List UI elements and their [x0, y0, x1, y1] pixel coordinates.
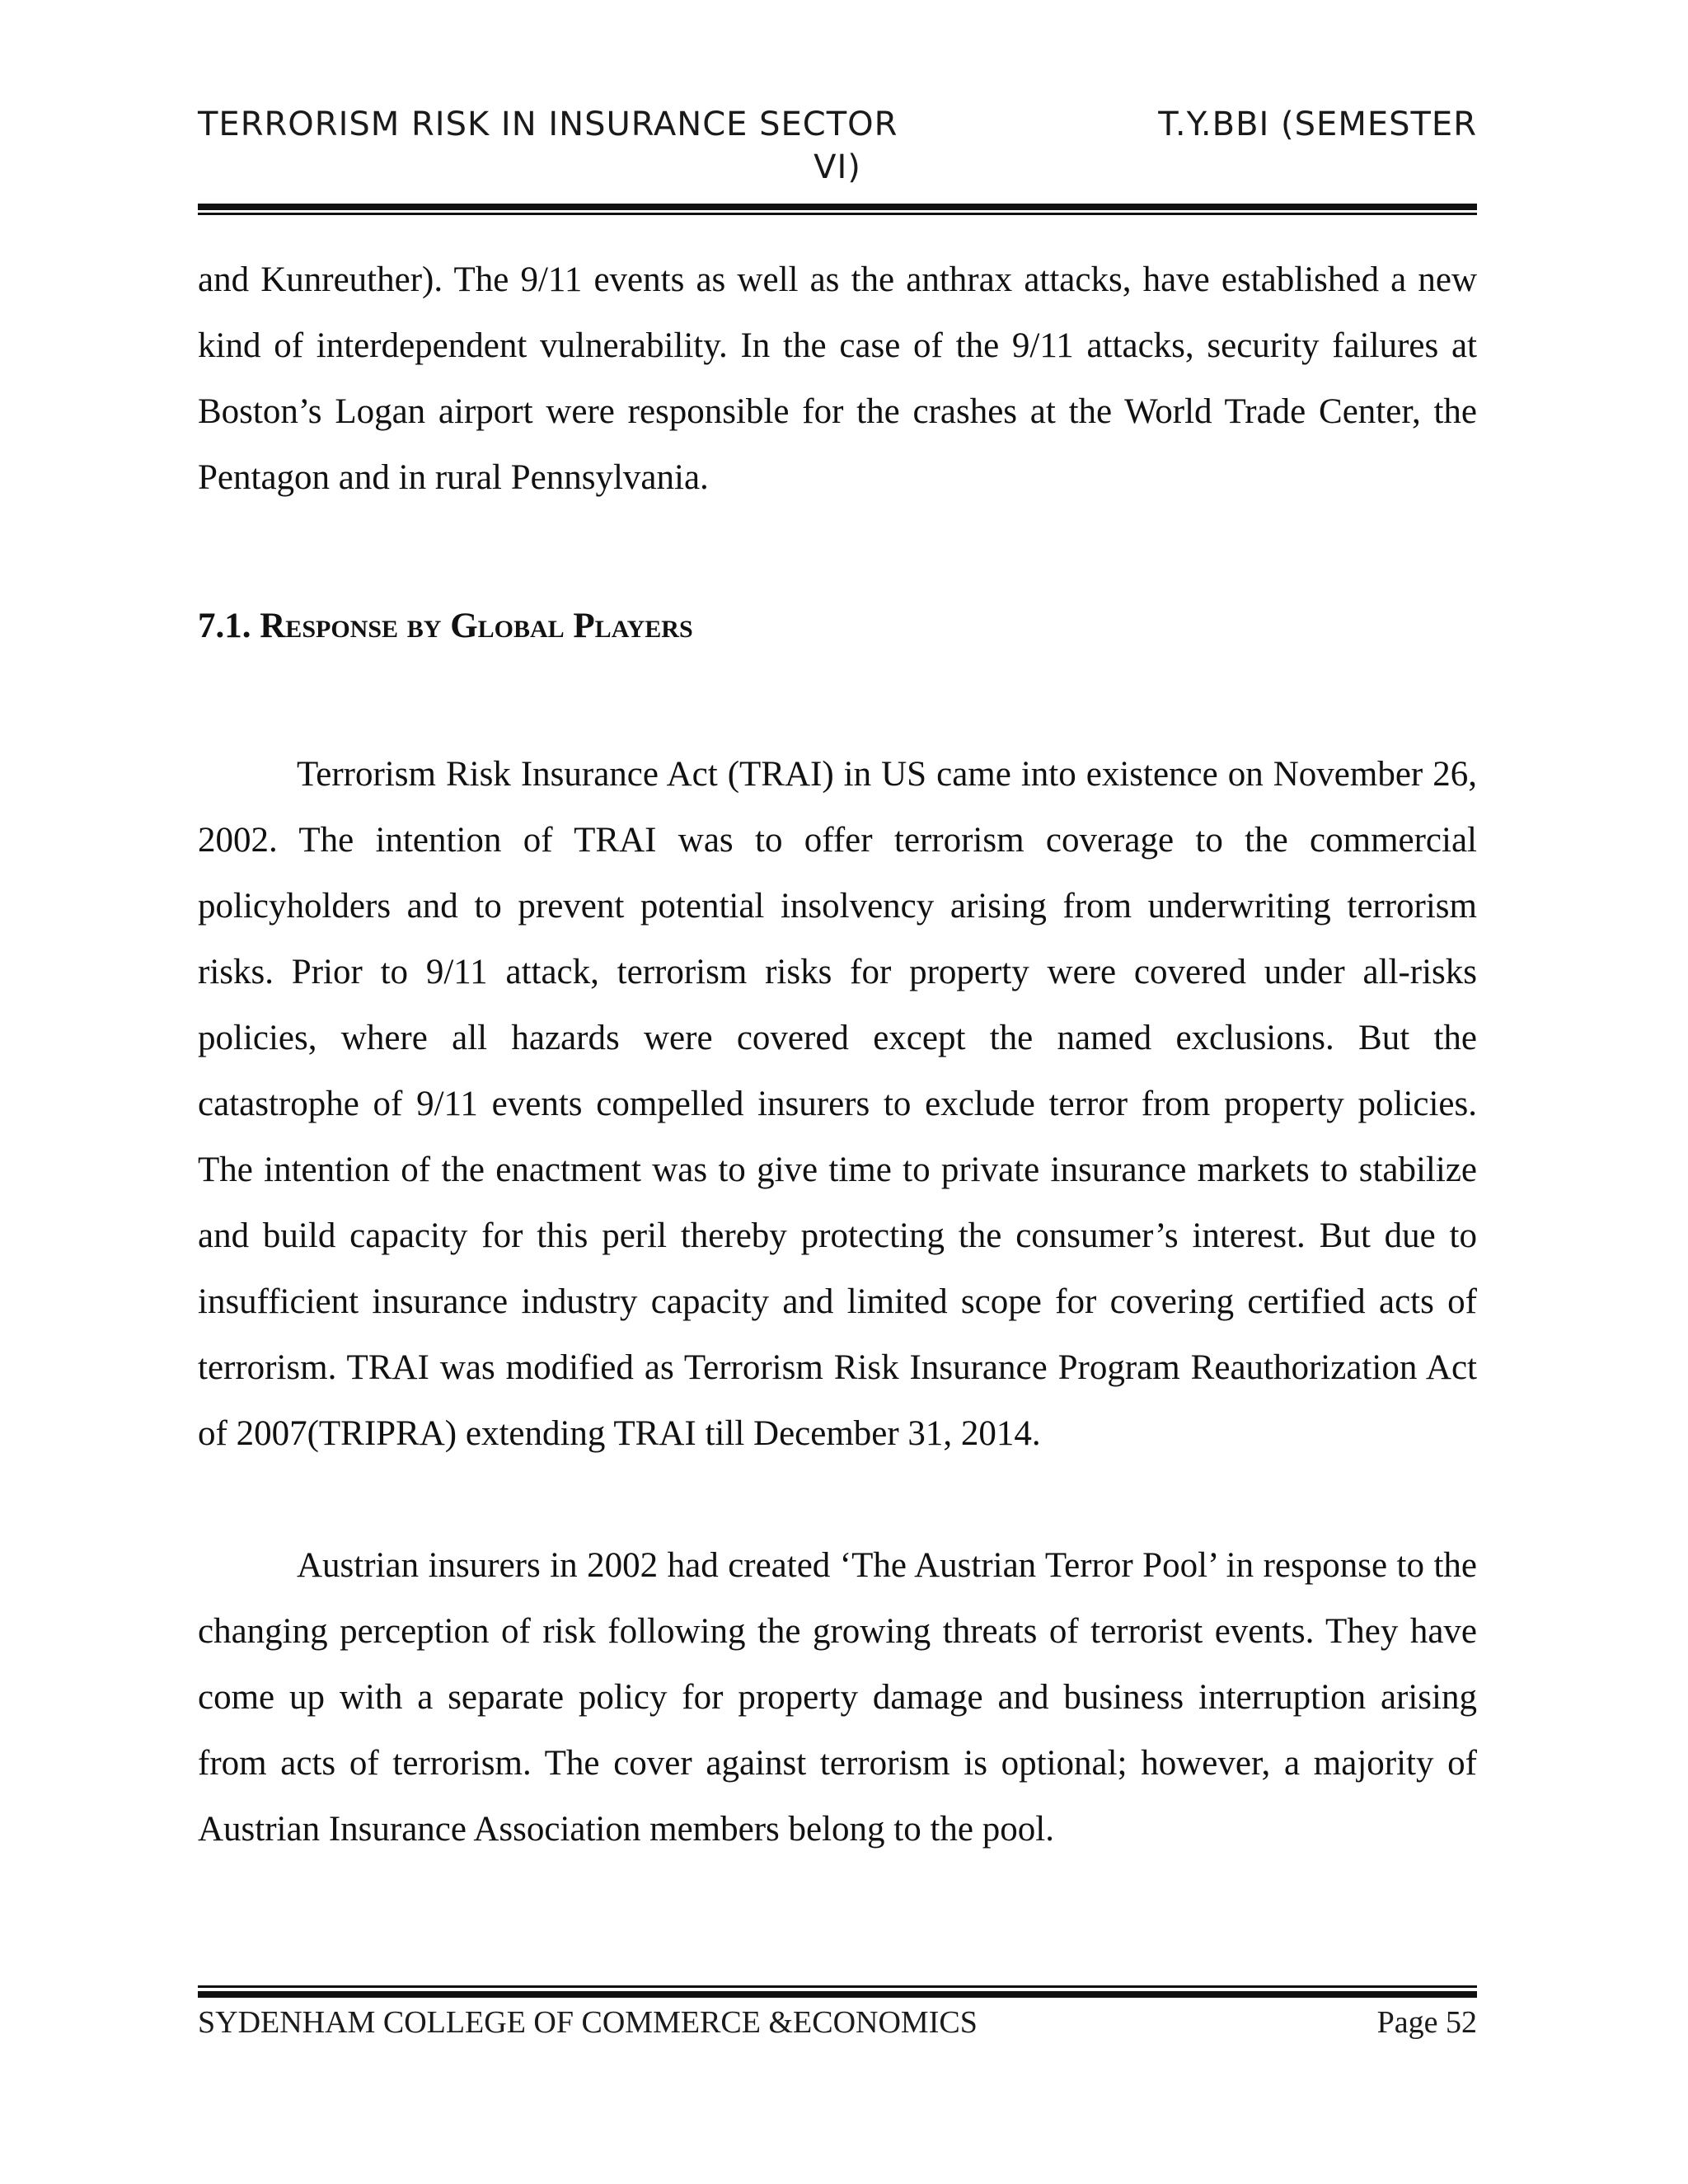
page-number: Page 52 — [1376, 2005, 1477, 2040]
paragraph-trai: Terrorism Risk Insurance Act (TRAI) in US came into existence on November 26, 2002. The intention of TRAI was to offer terrorism coverage to the commercial policyholders and to prevent potential insolvency arising from underwriting terrorism risks. Prior to 9/11 attack, terrorism risks for property were covered under all-risks policies, where all hazards were covered except the named exclusions. But the catastrophe of 9/11 events compelled insurers to exclude terror from property policies. The intention of the enactment was to give time to private insurance markets to stabilize and build capacity for this peril thereby protecting the consumer’s interest. But due to insufficient insurance industry capacity and limited scope for covering certified acts of terrorism. TRAI was modified as Terrorism Risk Insurance Program Reauthorization Act of 2007(TRIPRA) extending TRAI till December 31, 2014. — [198, 755, 1477, 1453]
footer-institution: SYDENHAM COLLEGE OF COMMERCE &ECONOMICS — [198, 2005, 978, 2040]
header-rule-thin — [198, 213, 1477, 215]
header-course-continued: VI) — [814, 148, 861, 186]
running-header — [198, 105, 1477, 204]
header-course: T.Y.BBI (SEMESTER — [1158, 105, 1477, 143]
footer-rule-thick — [198, 1991, 1477, 1998]
header-title: TERRORISM RISK IN INSURANCE SECTOR — [198, 105, 898, 143]
header-rule-thick — [198, 204, 1477, 210]
footer-rule-thin — [198, 1985, 1477, 1988]
section-heading: 7.1. Response by Global Players — [198, 607, 693, 645]
running-footer — [198, 2004, 1477, 2054]
paragraph-continuation: and Kunreuther). The 9/11 events as well as the anthrax attacks, have established a new kind of interdependent vulnerability. In the case of the 9/11 attacks, security failures at Boston’s Logan airport were responsible for the crashes at the World Trade Center, the Pentagon and in rural Pennsylvania. — [198, 260, 1477, 497]
paragraph-austrian-pool: Austrian insurers in 2002 had created ‘The Austrian Terror Pool’ in response to the changing perception of risk following the growing threats of terrorist events. They have come up with a separate policy for property damage and business interruption arising from acts of terrorism. The cover against terrorism is optional; however, a majority of Austrian Insurance Association members belong to the pool. — [198, 1546, 1477, 1849]
body-text — [198, 247, 1477, 1863]
